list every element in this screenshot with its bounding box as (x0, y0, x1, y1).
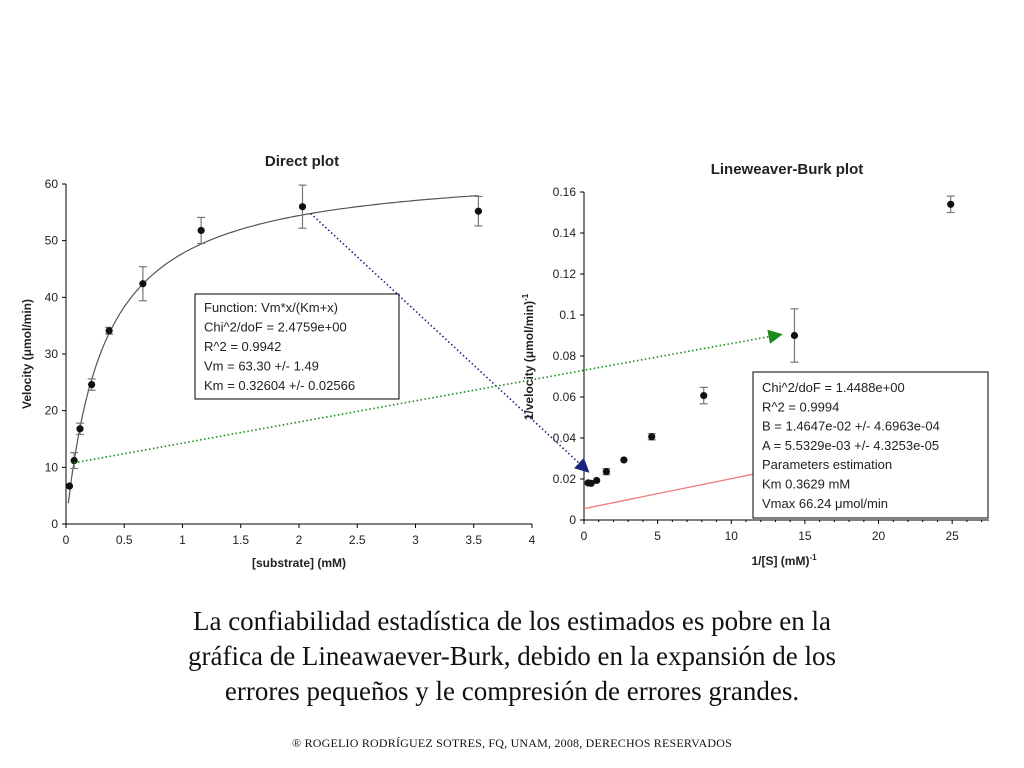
direct-x-tick-label: 0 (62, 533, 70, 547)
lb-fit-box-line: A = 5.5329e-03 +/- 4.3253e-05 (762, 437, 940, 453)
lb-y-tick-label: 0.06 (552, 390, 576, 404)
direct-fit-box-line: Km = 0.32604 +/- 0.02566 (204, 378, 356, 393)
direct-x-tick-label: 3 (412, 533, 419, 547)
lb-x-axis-label: 1/[S] (mM)$^{-1}$ (751, 553, 817, 568)
direct-x-tick-label: 2.5 (348, 533, 366, 547)
lb-y-tick-label: 0.04 (552, 431, 576, 445)
direct-y-tick-label: 10 (44, 460, 58, 475)
lb-data-point (603, 468, 610, 475)
lb-data-point (791, 332, 798, 339)
direct-y-axis-label: Velocity (μmol/min) (20, 298, 34, 410)
copyright-notice: ® ROGELIO RODRÍGUEZ SOTRES, FQ, UNAM, 2008, DERECHOS RESERVADOS (292, 736, 732, 750)
lb-fit-box-line: Chi^2/doF = 1.4488e+00 (762, 380, 905, 395)
direct-fit-box-line: Chi^2/doF = 2.4759e+00 (204, 319, 347, 335)
direct-data-point (299, 203, 306, 210)
lb-y-tick-label: 0.16 (552, 185, 576, 199)
direct-data-point (106, 327, 113, 334)
direct-data-point (198, 227, 205, 234)
direct-data-point (71, 457, 78, 464)
lb-fit-box-line: B = 1.4647e-02 +/- 4.6963e-04 (762, 418, 940, 434)
caption-line: La confiabilidad estadística de los estimados es pobre en la (192, 606, 832, 636)
lb-y-tick-label: 0.08 (552, 349, 576, 363)
direct-y-tick-label: 20 (44, 403, 58, 418)
direct-x-tick-label: 0.5 (115, 533, 133, 547)
lb-x-tick-label: 25 (945, 529, 959, 543)
lb-data-point (593, 477, 600, 484)
direct-data-point (66, 482, 73, 489)
lb-y-tick-label: 0.12 (552, 267, 576, 281)
direct-x-tick-label: 4 (528, 533, 536, 547)
lb-y-tick-label: 0.1 (559, 308, 576, 322)
direct-fit-box (195, 294, 399, 399)
direct-data-point (88, 381, 95, 388)
direct-x-axis-label: [substrate] (mM) (251, 556, 347, 570)
direct-fit-box-line: Vm = 63.30 +/- 1.49 (204, 358, 319, 374)
caption-line: gráfica de Lineawaever-Burk, debido en la expansión de los (188, 641, 836, 671)
lb-data-point (620, 456, 627, 463)
direct-y-tick-label: 0 (51, 517, 58, 531)
direct-y-tick-label: 30 (44, 347, 58, 361)
direct-fit-box-line: R^2 = 0.9942 (204, 339, 282, 354)
direct-fit-box-line: Function: Vm*x/(Km+x) (204, 300, 339, 315)
direct-plot-title: Direct plot (264, 153, 340, 170)
direct-data-point (76, 425, 83, 432)
lb-x-tick-label: 0 (580, 529, 588, 543)
lb-x-tick-label: 20 (871, 529, 886, 543)
direct-y-tick-label: 60 (44, 177, 58, 191)
direct-data-point (475, 208, 482, 215)
lb-data-point (700, 392, 707, 399)
lineweaver-burk-plot (521, 161, 989, 568)
lb-fit-box-line: Vmax 66.24 μmol/min (762, 495, 888, 511)
lb-plot-title: Lineweaver-Burk plot (710, 161, 864, 178)
direct-x-tick-label: 1.5 (232, 533, 250, 547)
lb-data-point (947, 201, 954, 208)
lb-y-tick-label: 0.02 (552, 472, 576, 486)
direct-plot (20, 153, 536, 570)
caption-line: errores pequeños y le compresión de errores grandes. (224, 676, 800, 706)
lb-y-tick-label: 0.14 (552, 226, 576, 240)
lb-fit-box-line: R^2 = 0.9994 (762, 399, 840, 415)
lb-data-point (648, 433, 655, 440)
lb-y-tick-label: 0 (569, 513, 576, 527)
lb-x-tick-label: 15 (798, 529, 812, 543)
lb-x-tick-label: 10 (724, 529, 738, 543)
lb-x-tick-label: 5 (654, 529, 661, 543)
direct-y-tick-label: 50 (44, 233, 58, 248)
direct-y-tick-label: 40 (44, 290, 58, 305)
lb-fit-box (753, 372, 988, 518)
direct-data-point (139, 280, 146, 287)
direct-x-tick-label: 3.5 (465, 533, 483, 547)
direct-x-tick-label: 1 (179, 533, 186, 547)
direct-x-tick-label: 2 (295, 533, 303, 547)
lb-y-axis-label: 1/velocity $(\mu mol/\min)^{-1}$ (521, 293, 536, 421)
lb-fit-box-line: Km 0.3629 mM (762, 476, 851, 492)
green-dotted-arrow (74, 334, 781, 462)
caption (0, 604, 1024, 709)
lb-fit-box-line: Parameters estimation (762, 457, 893, 473)
